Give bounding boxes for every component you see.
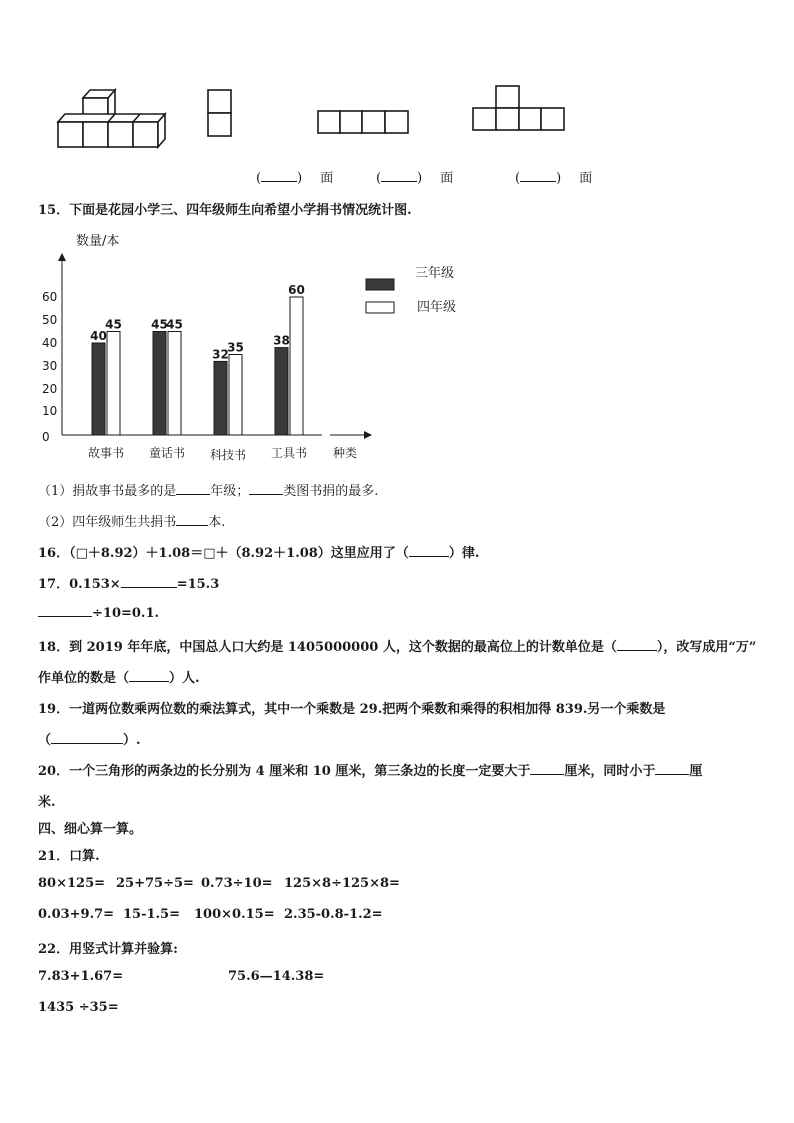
face-answer-2: ( ) 面: [376, 171, 454, 186]
answer-blank[interactable]: [520, 169, 556, 182]
question-15-sub2: （2）四年级师生共捐书 本.: [38, 515, 226, 530]
face-answer-1: ( ) 面: [256, 171, 334, 186]
bar-value-label: 35: [227, 340, 244, 355]
y-tick-label: 60: [42, 290, 58, 304]
q21-row1-item: 125×8÷125×8=: [284, 876, 400, 891]
q21-row2-item: 100×0.15=: [194, 907, 275, 922]
question-22-title: 22．用竖式计算并验算:: [38, 942, 178, 957]
legend-label: 四年级: [417, 300, 457, 315]
section-4-title: 四、细心算一算。: [38, 822, 143, 837]
bar-value-label: 45: [151, 317, 168, 332]
x-axis-arrow: [364, 431, 372, 439]
book-donation-bar-chart: [0, 225, 500, 470]
view-t-shape: [473, 86, 564, 130]
question-19-line2: （ ）.: [38, 733, 141, 748]
q22-item: 1435 ÷35=: [38, 1000, 119, 1015]
bar-value-label: 40: [90, 329, 107, 343]
answer-blank[interactable]: [617, 638, 657, 651]
answer-blank[interactable]: [409, 544, 449, 557]
legend-label: 三年级: [415, 266, 455, 281]
answer-blank[interactable]: [51, 731, 123, 744]
question-15-text: 15．下面是花园小学三、四年级师生向希望小学捐书情况统计图.: [38, 203, 412, 218]
question-15-sub1: （1）捐故事书最多的是 年级； 类图书捐的最多.: [38, 484, 379, 499]
answer-blank[interactable]: [121, 575, 177, 588]
question-17-line1: 17．0.153× =15.3: [38, 577, 220, 592]
answer-blank[interactable]: [176, 482, 210, 495]
y-tick-label: 40: [42, 336, 58, 350]
answer-blank[interactable]: [261, 169, 297, 182]
bar-value-label: 45: [105, 317, 122, 332]
q21-row1-item: 25+75÷5=: [116, 876, 194, 891]
q21-row2-item: 2.35-0.8-1.2=: [284, 907, 383, 922]
answer-blank[interactable]: [655, 762, 689, 775]
category-label: 故事书: [87, 446, 125, 460]
q21-row1-item: 0.73÷10=: [201, 876, 273, 891]
y-tick-label: 30: [42, 359, 58, 373]
q21-row2-item: 0.03+9.7=: [38, 907, 115, 922]
answer-blank[interactable]: [129, 669, 169, 682]
q22-item: 7.83+1.67=: [38, 969, 124, 984]
isometric-blocks: [58, 90, 165, 147]
bar-工具书-四年级: [290, 297, 303, 435]
bar-value-label: 60: [288, 283, 305, 297]
answer-blank[interactable]: [381, 169, 417, 182]
question-18-line1: 18．到 2019 年年底，中国总人口大约是 1405000000 人，这个数据的最高位上的计数单位是（ ），改写成用“万”: [38, 640, 757, 655]
question-19-line1: 19．一道两位数乘两位数的乘法算式，其中一个乘数是 29.把两个乘数和乘得的积相加得 839.另一个乘数是: [38, 702, 666, 717]
answer-blank[interactable]: [38, 604, 92, 617]
category-label: 童话书: [148, 446, 186, 460]
bar-科技书-三年级: [214, 361, 227, 435]
q22-item: 75.6—14.38=: [228, 969, 325, 984]
y-axis-arrow: [58, 253, 66, 261]
bar-工具书-三年级: [275, 348, 288, 435]
answer-blank[interactable]: [530, 762, 564, 775]
category-label: 科技书: [209, 448, 247, 462]
bar-value-label: 45: [166, 317, 183, 332]
y-tick-label: 10: [42, 404, 58, 418]
q21-row1-item: 80×125=: [38, 876, 106, 891]
x-axis-label: 种类: [333, 446, 358, 460]
category-label: 工具书: [270, 446, 308, 460]
face-answer-3: ( ) 面: [515, 171, 593, 186]
q21-row2-item: 15-1.5=: [123, 907, 180, 922]
view-four-squares: [318, 111, 408, 133]
question-20-line1: 20．一个三角形的两条边的长分别为 4 厘米和 10 厘米，第三条边的长度一定要大于 厘米，同时小于 厘: [38, 764, 703, 779]
question-16: 16．（□＋8.92）＋1.08＝□＋（8.92＋1.08）这里应用了（ ）律.: [38, 546, 480, 561]
bar-value-label: 38: [273, 333, 290, 348]
answer-blank[interactable]: [176, 513, 208, 526]
view-two-squares: [208, 90, 231, 136]
legend-swatch: [366, 302, 394, 313]
question-17-line2: ÷10=0.1.: [38, 604, 159, 621]
y-tick-label: 20: [42, 382, 58, 396]
block-views-figure: [0, 0, 794, 160]
bar-科技书-四年级: [229, 355, 242, 436]
bar-童话书-三年级: [153, 332, 166, 436]
legend-swatch: [366, 279, 394, 290]
bar-童话书-四年级: [168, 332, 181, 436]
y-tick-label: 0: [42, 430, 50, 444]
y-tick-label: 50: [42, 313, 58, 327]
bar-故事书-三年级: [92, 343, 105, 435]
answer-blank[interactable]: [249, 482, 283, 495]
question-21-title: 21．口算.: [38, 849, 100, 864]
question-18-line2: 作单位的数是（ ）人.: [38, 671, 200, 686]
question-20-line2: 米.: [38, 795, 56, 810]
bar-value-label: 32: [212, 347, 229, 362]
bar-故事书-四年级: [107, 332, 120, 436]
y-axis-label: 数量/本: [76, 234, 120, 249]
